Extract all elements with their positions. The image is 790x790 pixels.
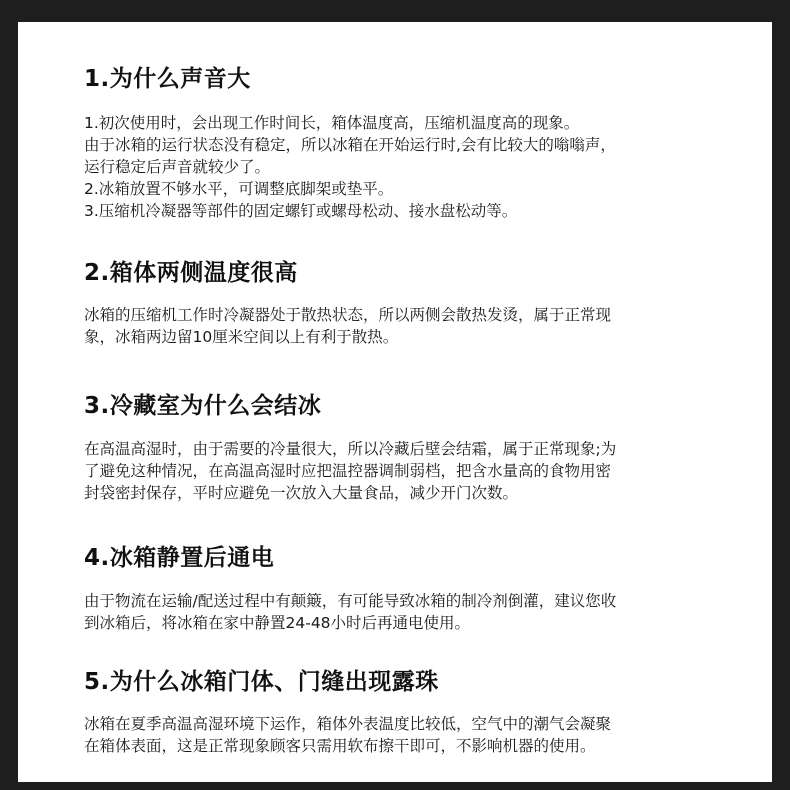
section-heading: 5.为什么冰箱门体、门缝出现露珠 xyxy=(84,669,439,695)
section-heading: 2.箱体两侧温度很高 xyxy=(84,260,298,286)
faq-section-fridge-ice xyxy=(84,391,744,504)
body-line: 在箱体表面，这是正常现象顾客只需用软布擦干即可，不影响机器的使用。 xyxy=(84,737,596,755)
faq-card xyxy=(18,22,772,782)
faq-section-noise xyxy=(84,64,744,222)
body-line: 3.压缩机冷凝器等部件的固定螺钉或螺母松动、接水盘松动等。 xyxy=(84,202,518,220)
body-line: 象，冰箱两边留10厘米空间以上有利于散热。 xyxy=(84,328,399,346)
section-heading: 1.为什么声音大 xyxy=(84,66,251,92)
faq-section-side-heat xyxy=(84,258,744,348)
body-line: 冰箱在夏季高温高湿环境下运作，箱体外表温度比较低，空气中的潮气会凝聚 xyxy=(84,715,612,733)
body-line: 在高温高湿时，由于需要的冷量很大，所以冷藏后壁会结霜，属于正常现象;为 xyxy=(84,440,617,458)
body-line: 由于冰箱的运行状态没有稳定，所以冰箱在开始运行时,会有比较大的嗡嗡声， xyxy=(84,136,616,154)
faq-section-rest-before-power xyxy=(84,543,744,634)
section-body xyxy=(84,304,744,348)
body-line: 运行稳定后声音就较少了。 xyxy=(84,158,271,176)
body-line: 1.初次使用时，会出现工作时间长，箱体温度高，压缩机温度高的现象。 xyxy=(84,114,580,132)
body-line: 冰箱的压缩机工作时冷凝器处于散热状态，所以两侧会散热发烫，属于正常现 xyxy=(84,306,612,324)
body-line: 了避免这种情况，在高温高湿时应把温控器调制弱档，把含水量高的食物用密 xyxy=(84,462,612,480)
faq-section-condensation xyxy=(84,667,744,757)
section-heading: 4.冰箱静置后通电 xyxy=(84,545,275,571)
section-body xyxy=(84,438,744,504)
section-body xyxy=(84,713,744,757)
body-line: 2.冰箱放置不够水平，可调整底脚架或垫平。 xyxy=(84,180,394,198)
body-line: 到冰箱后，将冰箱在家中静置24-48小时后再通电使用。 xyxy=(84,614,471,632)
body-line: 封袋密封保存，平时应避免一次放入大量食品，减少开门次数。 xyxy=(84,484,519,502)
section-body xyxy=(84,112,744,222)
section-heading: 3.冷藏室为什么会结冰 xyxy=(84,393,322,419)
section-body xyxy=(84,590,744,634)
body-line: 由于物流在运输/配送过程中有颠簸，有可能导致冰箱的制冷剂倒灌，建议您收 xyxy=(84,592,617,610)
